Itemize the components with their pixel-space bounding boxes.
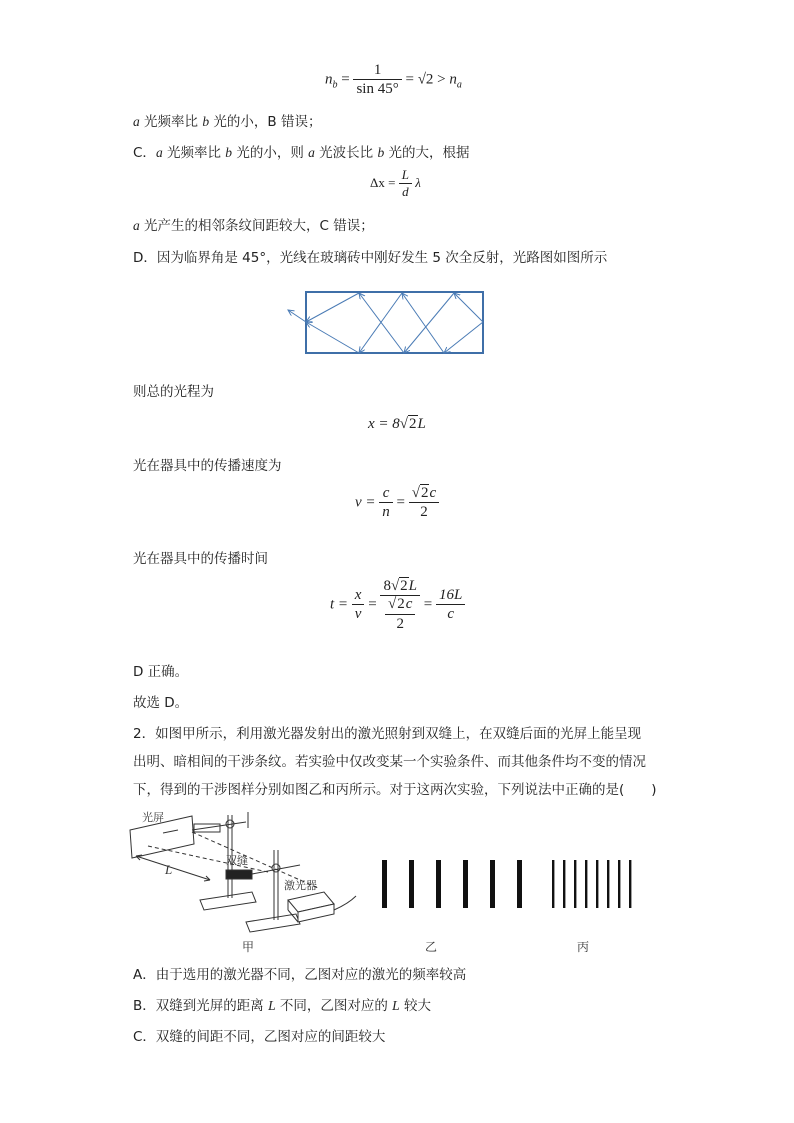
caption-bing: 丙 bbox=[577, 940, 590, 954]
option-c: C．双缝的间距不同，乙图对应的间距较大 bbox=[133, 1029, 386, 1045]
eq-fringe-spacing: Δx = $\frac{L}{d}$ λ bbox=[370, 167, 421, 199]
apparatus-figure bbox=[128, 810, 358, 935]
caption-jia: 甲 bbox=[242, 940, 255, 954]
text-line-2: C．a 光频率比 b 光的小，则 a 光波长比 b 光的大，根据 bbox=[133, 145, 470, 161]
label-laser: 激光器 bbox=[284, 879, 317, 892]
text-line-7: 光在器具中的传播时间 bbox=[133, 551, 268, 567]
eq-speed: v = $\frac{c}{n}$ = $\frac{√2c}{2}$ bbox=[355, 485, 439, 521]
eq-time: t = $\frac{x}{v}$ = $\frac{8√2L}{\frac{√2c}{2}}$ = $\frac{16L}{c}$ bbox=[330, 578, 465, 633]
question-2-line-3: 下，得到的干涉图样分别如图乙和丙所示。对于这两次实验，下列说法中正确的是( ) bbox=[133, 782, 657, 798]
eq-total-path: x = 8√2L bbox=[368, 416, 426, 432]
option-b: B．双缝到光屏的距离 L 不同，乙图对应的 L 较大 bbox=[133, 998, 431, 1014]
label-slit: 双缝 bbox=[226, 854, 248, 867]
label-screen: 光屏 bbox=[142, 811, 164, 824]
text-line-5: 则总的光程为 bbox=[133, 384, 214, 400]
fringe-pattern-c bbox=[548, 858, 638, 910]
text-line-9: 故选 D。 bbox=[133, 695, 189, 711]
text-line-8: D 正确。 bbox=[133, 664, 189, 680]
light-path-diagram bbox=[284, 288, 490, 358]
glass-block bbox=[306, 292, 483, 353]
double-slit bbox=[226, 870, 252, 879]
question-2-line-1: 2．如图甲所示，利用激光器发射出的激光照射到双缝上，在双缝后面的光屏上能呈现 bbox=[133, 726, 642, 742]
caption-yi: 乙 bbox=[425, 940, 438, 954]
text-line-1: a 光频率比 b 光的小，B 错误； bbox=[133, 114, 322, 130]
fringe-pattern-b bbox=[378, 858, 528, 910]
text-line-6: 光在器具中的传播速度为 bbox=[133, 458, 282, 474]
label-distance: L bbox=[165, 862, 173, 877]
text-line-3: a 光产生的相邻条纹间距较大，C 错误； bbox=[133, 218, 374, 234]
eq-critical-angle: $n_b$ = $\frac{1}{\sin 45^\circ}$ = $√2 > n_a$ bbox=[325, 62, 462, 98]
option-a: A．由于选用的激光器不同，乙图对应的激光的频率较高 bbox=[133, 967, 467, 983]
text-line-4: D．因为临界角是 45°，光线在玻璃砖中刚好发生 5 次全反射，光路图如图所示 bbox=[133, 250, 608, 266]
question-2-line-2: 出明、暗相间的干涉条纹。若实验中仅改变某一个实验条件、而其他条件均不变的情况 bbox=[133, 754, 646, 770]
